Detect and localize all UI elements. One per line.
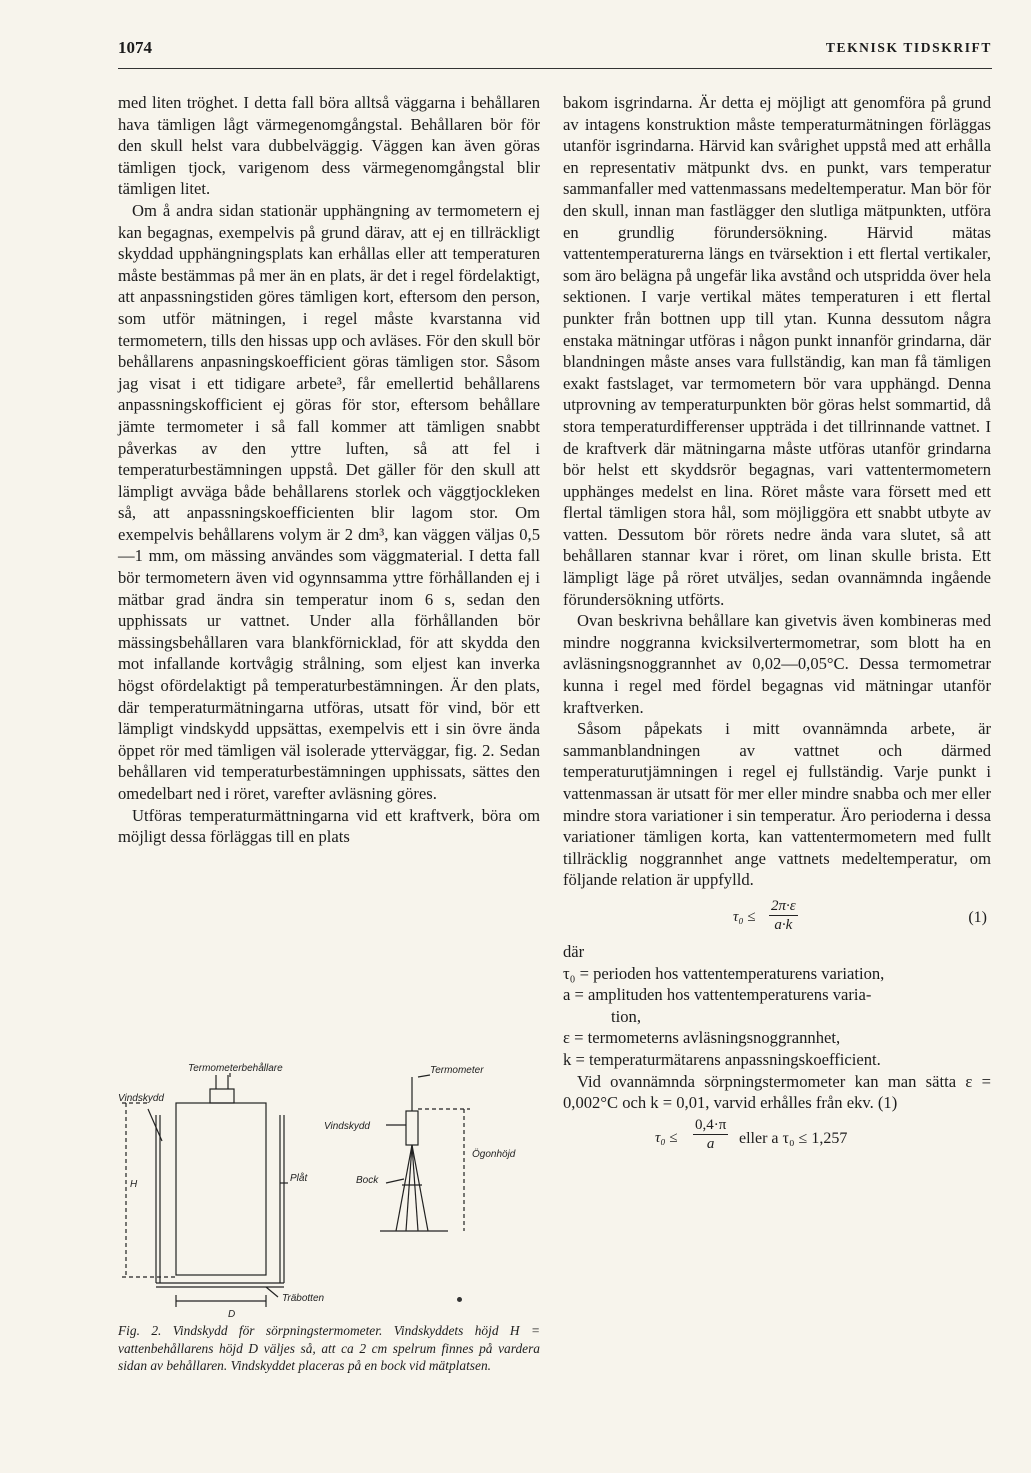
definition-tau: τ₀ = perioden hos vattentemperaturens variation, (563, 963, 885, 983)
print-speck (457, 1297, 462, 1302)
right-paragraph-2: Ovan beskrivna behållare kan givetvis även kombineras med mindre noggranna kvicksilvertermometrar, som blott ha en avläsningsnoggrannhet av 0,02—0,05°C. Dessa termometrar kunna i regel med fördel begagnas vid mätningar utanför kraftverken. (563, 611, 991, 717)
definition-a: a = amplituden hos vattentemperaturens varia- (563, 985, 872, 1005)
figure-2-drawing (118, 1055, 540, 1323)
equation-1-denominator: a·k (774, 916, 793, 933)
equation-2-rest: eller a τ₀ ≤ 1,257 (739, 1129, 848, 1147)
equation-2-lhs: τ₀ ≤ (655, 1129, 678, 1146)
left-column (118, 92, 540, 848)
label-vindskydd-right: Vindskydd (324, 1121, 370, 1132)
equation-2 (563, 1114, 991, 1162)
left-paragraph-2: Om å andra sidan stationär upphängning av termometern ej kan begagnas, exempelvis på grund därav, att ej en tillräckligt skyddad upphängningsplats kan erhållas eller att temperaturen måste bestämmas på mer än en plats, är det i regel fördelaktigt, att anpassningstiden göres tämligen kort, eftersom den person, som utför mätningen, i regel måste kvarstanna vid termometern, tills den hissas upp och avläses. För den skull bör behållarens anpasningskoefficient göras tämligen stor. Såsom jag visat i ett tidigare arbete³, får emellertid behållarens anpassningskofficient ej göras för stor, eftersom behållare jämte termometer i så fall kommer att tämligen snabbt påverkas av den yttre luften, så att fel i temperaturbestämningen uppstå. Det gäller för den skull att lämpligt avväga både behållarens storlek och väggtjockleken så, att anpassningskoefficienten blir lagom stor. Om exempelvis behållarens volym är 2 dm³, kan väggen väljas 0,5—1 mm, om mässing användes som väggmaterial. I detta fall bör termometern även vid ogynnsamma yttre förhållanden ej i mätbar grad ändra sin temperatur inom 6 s, sedan den upphissats ur vattnet. Under alla förhållanden bör mässingsbehållaren vara blankförnicklad, för att skydda den mot infallande kortvågig strålning, som eljest kan inverka högst ofördelaktigt på temperaturbestämningen. Är den plats, där temperaturmätningarna utföras, utsatt för vind, bör ett lämpligt vindskydd uppsättas, exempelvis ett i sin övre ända öppet rör med tämligen väl isolerade ytterväggar, fig. 2. Sedan behållaren vid temperaturbestämningen upphissats, sättes den omedelbart ned i röret, varefter avläsning göres. (118, 200, 540, 803)
definition-epsilon: ε = termometerns avläsningsnoggrannhet, (563, 1028, 841, 1048)
figure-caption: Fig. 2. Vindskydd för sörpningstermometer. Vindskyddets höjd H = vattenbehållarens höjd D väljes så, att ca 2 cm spelrum finnes på vardera sidan av behållaren. Vindskyddet placeras på en bock vid mätplatsen. (118, 1323, 540, 1374)
label-vindskydd-left: Vindskydd (118, 1093, 164, 1104)
equation-2-fraction (693, 1116, 728, 1153)
label-traboteen: Träbotten (282, 1293, 325, 1304)
container-neck (210, 1089, 234, 1103)
equation-2-denominator: a (706, 1135, 715, 1152)
container-body (176, 1103, 266, 1275)
page-number: 1074 (118, 38, 152, 57)
equation-1-fraction (769, 897, 798, 934)
leader-termometer (418, 1075, 430, 1077)
label-ogonhojd: Ögonhöjd (472, 1149, 516, 1160)
definition-a-cont: tion, (611, 1006, 641, 1026)
header-rule (118, 68, 992, 69)
right-windshield-tube (406, 1111, 418, 1145)
equation-2-numerator: 0,4·π (695, 1116, 727, 1133)
label-plat: Plåt (290, 1173, 308, 1184)
right-paragraph-4: Vid ovannämnda sörpningstermometer kan man sätta ε = 0,002°C och k = 0,01, varvid erhålles från ekv. (1) (563, 1071, 991, 1113)
left-paragraph-3: Utföras temperaturmättningarna vid ett kraftverk, böra om möjligt dessa förläggas till en plats (118, 805, 540, 847)
where-label: där (563, 941, 585, 961)
equation-1 (563, 897, 991, 941)
leader-bock (386, 1179, 404, 1183)
label-d: D (228, 1309, 236, 1320)
symbol-definitions (563, 941, 991, 1071)
leader-traboteen (266, 1287, 278, 1297)
equation-1-number: (1) (968, 908, 987, 926)
label-termometerbehallare: Termometerbehållare (188, 1063, 283, 1074)
left-paragraph-1: med liten tröghet. I detta fall böra alltså väggarna i behållaren hava tämligen lågt värmegenomgångstal. Behållaren bör för den skull helst vara dubbelväggig. Väggen kan även göras tämligen tjock, varigenom dess värmegenomgångstal blir tämligen litet. (118, 93, 540, 199)
journal-title: TEKNISK TIDSKRIFT (825, 40, 992, 55)
figure-2 (118, 1055, 540, 1323)
equation-1-lhs: τ₀ ≤ (733, 908, 756, 925)
equation-1-numerator: 2π·ε (771, 897, 796, 914)
label-bock: Bock (356, 1175, 379, 1186)
definition-k: k = temperaturmätarens anpassningskoefficient. (563, 1049, 881, 1069)
label-h: H (130, 1179, 138, 1190)
label-termometer: Termometer (430, 1065, 484, 1076)
right-paragraph-1: bakom isgrindarna. Är detta ej möjligt att genomföra på grund av intagens konstruktion måste temperaturmätningen förläggas utanför isgrindarna. Härvid kan svårighet uppstå med att erhålla en representativ mätpunkt dvs. en punkt, vars temperatur sammanfaller med vattenmassans medeltemperatur. Man bör för den skull, innan man fastlägger den slutliga mätpunkten, utföra en grundlig förundersökning. Härvid mätas vattentemperaturerna längs en tvärsektion i ett flertal vertikaler, som äro belägna på ungefär lika avstånd och utspridda över hela sektionen. I varje vertikal mätes temperaturen i ett flertal punkter från bottnen upp till ytan. Kunna dessutom några enstaka mätningar utföras i någon punkt innanför grindarna, där blandningen måste anses vara fullständig, kan man få tämligen exakt fastslaget, var termometern bör vara upphängd. Denna utprovning av temperaturpunkten bör göras helst sommartid, då stora temperaturdifferenser uppträda i det tillrinnande vattnet. I de kraftverk där mätningarna måste utföras utanför grindarna bör helst ett skyddsrör begagnas, vari vattentermometern upphänges medelst en lina. Röret måste vara försett med ett flertal tämligen stora hål, som möjliggöra ett snabbt utbyte av vatten. Dessutom bör rörets nedre ända vara slutet, så att behållaren stannar kvar i röret, om linan skulle brista. Ett lämpligt läge på röret utväljes, sedan ovannämnda ingående förundersökning utförts. (563, 93, 991, 609)
right-column (563, 92, 991, 1162)
right-paragraph-3: Såsom påpekats i mitt ovannämnda arbete, är sammanblandningen av vattnet och därmed temperaturutjämningen i regel ej fullständig. Varje punkt i vattenmassan är utsatt för mer eller mindre snabba och mer eller mindre stora variationer i sin temperatur. Äro perioderna i dessa variationer tämligen korta, kan vattentermometern med fullt tillräcklig noggrannhet ange vattnets medeltemperatur, om följande relation är uppfylld. (563, 719, 991, 890)
page-header (118, 38, 992, 62)
